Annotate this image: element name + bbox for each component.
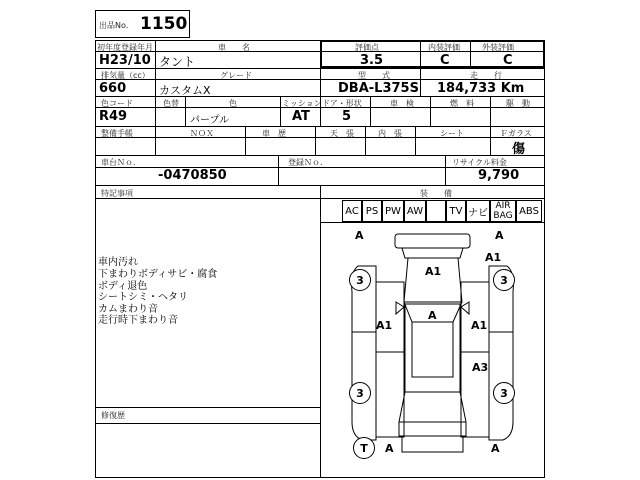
- mileage-label: 走 行: [470, 71, 502, 80]
- tire-front-left-circle: 3: [349, 269, 371, 291]
- damage-rear-left: A: [385, 442, 394, 455]
- equipment-abs: ABS: [516, 200, 542, 222]
- roof-label: 天 張: [330, 129, 354, 138]
- model-value: タント: [159, 55, 196, 69]
- color-code-label: 色コード: [101, 99, 133, 108]
- damage-right-front-fender: A1: [485, 251, 502, 264]
- fuel-label: 燃 料: [450, 99, 474, 108]
- damage-left-door: A1: [376, 319, 393, 332]
- damage-roof: A: [428, 309, 437, 322]
- model-label: 車 名: [218, 43, 250, 52]
- type-value: DBA-L375S: [338, 81, 419, 96]
- remark-line: カムまわり音: [98, 304, 158, 315]
- chassis-label: 車台Ｎｏ．: [101, 158, 141, 167]
- mission-label: ミッション: [282, 99, 322, 108]
- spare-tire-circle: T: [353, 437, 375, 459]
- recycle-value: 9,790: [478, 168, 520, 183]
- equipment-label: 装 備: [420, 189, 452, 198]
- equipment-navi: ナビ: [466, 200, 490, 222]
- mission-value: AT: [292, 109, 310, 124]
- equipment-blank: [426, 200, 446, 222]
- equipment-pw: PW: [382, 200, 404, 222]
- damage-right-door: A1: [471, 319, 488, 332]
- interior-label: 内装評価: [428, 43, 460, 52]
- remark-line: ボディ退色: [98, 281, 148, 292]
- remark-line: 車内汚れ: [98, 257, 138, 268]
- equipment-airbag: AIR BAG: [490, 200, 516, 222]
- equipment-tv: TV: [446, 200, 466, 222]
- grade-label: グレード: [220, 71, 252, 80]
- reg-label: 登録Ｎｏ．: [288, 158, 328, 167]
- fglass-label: Ｆガラス: [500, 129, 532, 138]
- lot-label: 出品No．: [99, 21, 134, 30]
- remark-line: 走行時下まわり音: [98, 315, 178, 326]
- tire-rear-left-circle: 3: [349, 382, 371, 404]
- year-value: H23/10: [99, 53, 151, 68]
- doors-value: 5: [342, 109, 352, 124]
- repair-label: 修復歴: [101, 411, 125, 420]
- cc-value: 660: [99, 81, 127, 96]
- exterior-value: C: [503, 53, 513, 68]
- exterior-label: 外装評価: [482, 43, 514, 52]
- seat-label: シート: [440, 129, 464, 138]
- color-label: 色: [229, 99, 237, 108]
- color-change-label: 色替: [163, 99, 179, 108]
- damage-hood: A1: [425, 265, 442, 278]
- tire-front-right-circle: 3: [493, 269, 515, 291]
- mileage-value: 184,733 Km: [437, 81, 525, 96]
- damage-front-left: A: [355, 229, 364, 242]
- equipment-aw: AW: [404, 200, 426, 222]
- history-label: 車 歴: [262, 129, 286, 138]
- doors-label: ドア・形状: [322, 99, 362, 108]
- car-diagram-icon: [320, 222, 545, 478]
- damage-right-rear: A3: [472, 361, 489, 374]
- fglass-value: 傷: [512, 142, 526, 157]
- manual-label: 整備手帳: [101, 129, 133, 138]
- tire-rear-right-circle: 3: [493, 382, 515, 404]
- color-value: パープル: [190, 115, 230, 126]
- chassis-value: -0470850: [158, 168, 227, 183]
- color-code-value: R49: [99, 109, 128, 124]
- score-label: 評価点: [355, 43, 379, 52]
- inspection-label: 車 検: [390, 99, 414, 108]
- score-value: 3.5: [360, 53, 384, 68]
- drive-label: 駆 動: [506, 99, 530, 108]
- type-label: 型 式: [358, 71, 390, 80]
- nox-label: ＮＯＸ: [190, 129, 214, 138]
- remark-line: 下まわりボディサビ・腐食: [98, 269, 218, 280]
- damage-rear-right: A: [491, 442, 500, 455]
- year-label: 初年度登録年月: [97, 43, 153, 52]
- remark-line: シートシミ・ヘタリ: [98, 292, 188, 303]
- grade-value: カスタムX: [159, 84, 211, 97]
- equipment-ps: PS: [362, 200, 382, 222]
- cc-label: 排気量（cc）: [101, 71, 150, 80]
- remarks-label: 特記事項: [101, 189, 133, 198]
- equipment-ac: AC: [342, 200, 362, 222]
- interior-lining-label: 内 張: [378, 129, 402, 138]
- interior-value: C: [440, 53, 450, 68]
- damage-front-right: A: [495, 229, 504, 242]
- lot-number: 1150: [140, 14, 188, 34]
- recycle-label: リサイクル料金: [452, 158, 507, 167]
